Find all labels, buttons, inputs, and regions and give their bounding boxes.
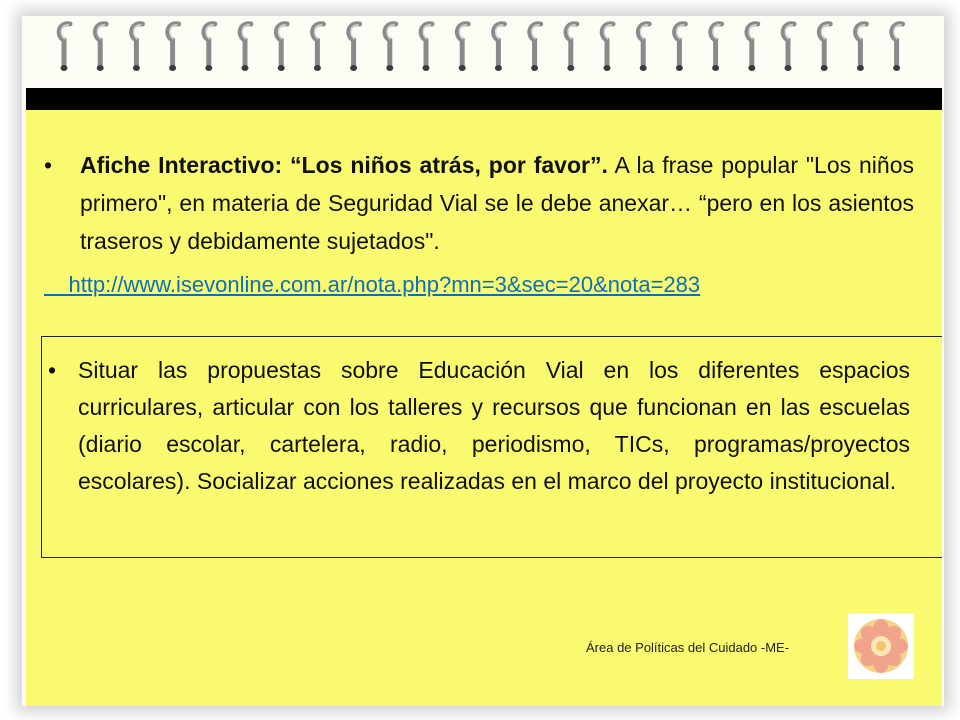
bullet-afiche	[44, 146, 914, 260]
bullet-marker: •	[44, 152, 53, 178]
spiral-ring	[276, 24, 287, 71]
spiral-ring	[747, 24, 758, 71]
isev-link-text[interactable]: http://www.isevonline.com.ar/nota.php?mn=3&sec=20&nota=283	[68, 272, 701, 297]
spiral-ring	[385, 24, 396, 71]
bullet-afiche-title: Afiche Interactivo: “Los niños atrás, por favor”.	[80, 152, 608, 178]
spiral-ring	[95, 24, 106, 71]
spiral-ring	[457, 24, 468, 71]
spiral-ring	[421, 24, 432, 71]
bullet-situar	[48, 352, 910, 500]
spiral-ring	[313, 24, 324, 71]
header-bar	[26, 88, 942, 110]
bullet-afiche-text	[80, 146, 914, 260]
spiral-ring	[675, 24, 686, 71]
spiral-ring	[602, 24, 613, 71]
spiral-ring	[168, 24, 179, 71]
spiral-ring	[711, 24, 722, 71]
spiral-ring	[132, 24, 143, 71]
footer-label: Área de Políticas del Cuidado -ME-	[586, 640, 790, 655]
spiral-ring	[349, 24, 360, 71]
bullet-situar-text: Situar las propuestas sobre Educación Vial en los diferentes espacios curriculares, articular con los talleres y recursos que funcionan en las escuelas (diario escolar, cartelera, radio, periodismo, TICs, programas/proyectos escolares). Socializar acciones realizadas en el marco del proyecto institucional.	[78, 357, 910, 494]
bullet-marker: •	[48, 357, 57, 383]
spiral-ring	[783, 24, 794, 71]
spiral-ring	[638, 24, 649, 71]
flower-logo-icon	[848, 613, 914, 679]
spiral-ring	[566, 24, 577, 71]
spiral-ring	[819, 24, 830, 71]
spiral-ring	[892, 24, 903, 71]
spiral-ring	[240, 24, 251, 71]
spiral-ring	[494, 24, 505, 71]
spiral-ring	[530, 24, 541, 71]
isev-link[interactable]	[44, 268, 700, 302]
spiral-binding	[52, 14, 922, 76]
spiral-ring	[59, 24, 70, 71]
spiral-ring	[856, 24, 867, 71]
bullet-afiche-body: A la frase popular "Los niños primero", en materia de Seguridad Vial se le debe anexar… “pero en los asientos traseros y debidamente sujetados".	[80, 152, 914, 254]
spiral-ring	[204, 24, 215, 71]
